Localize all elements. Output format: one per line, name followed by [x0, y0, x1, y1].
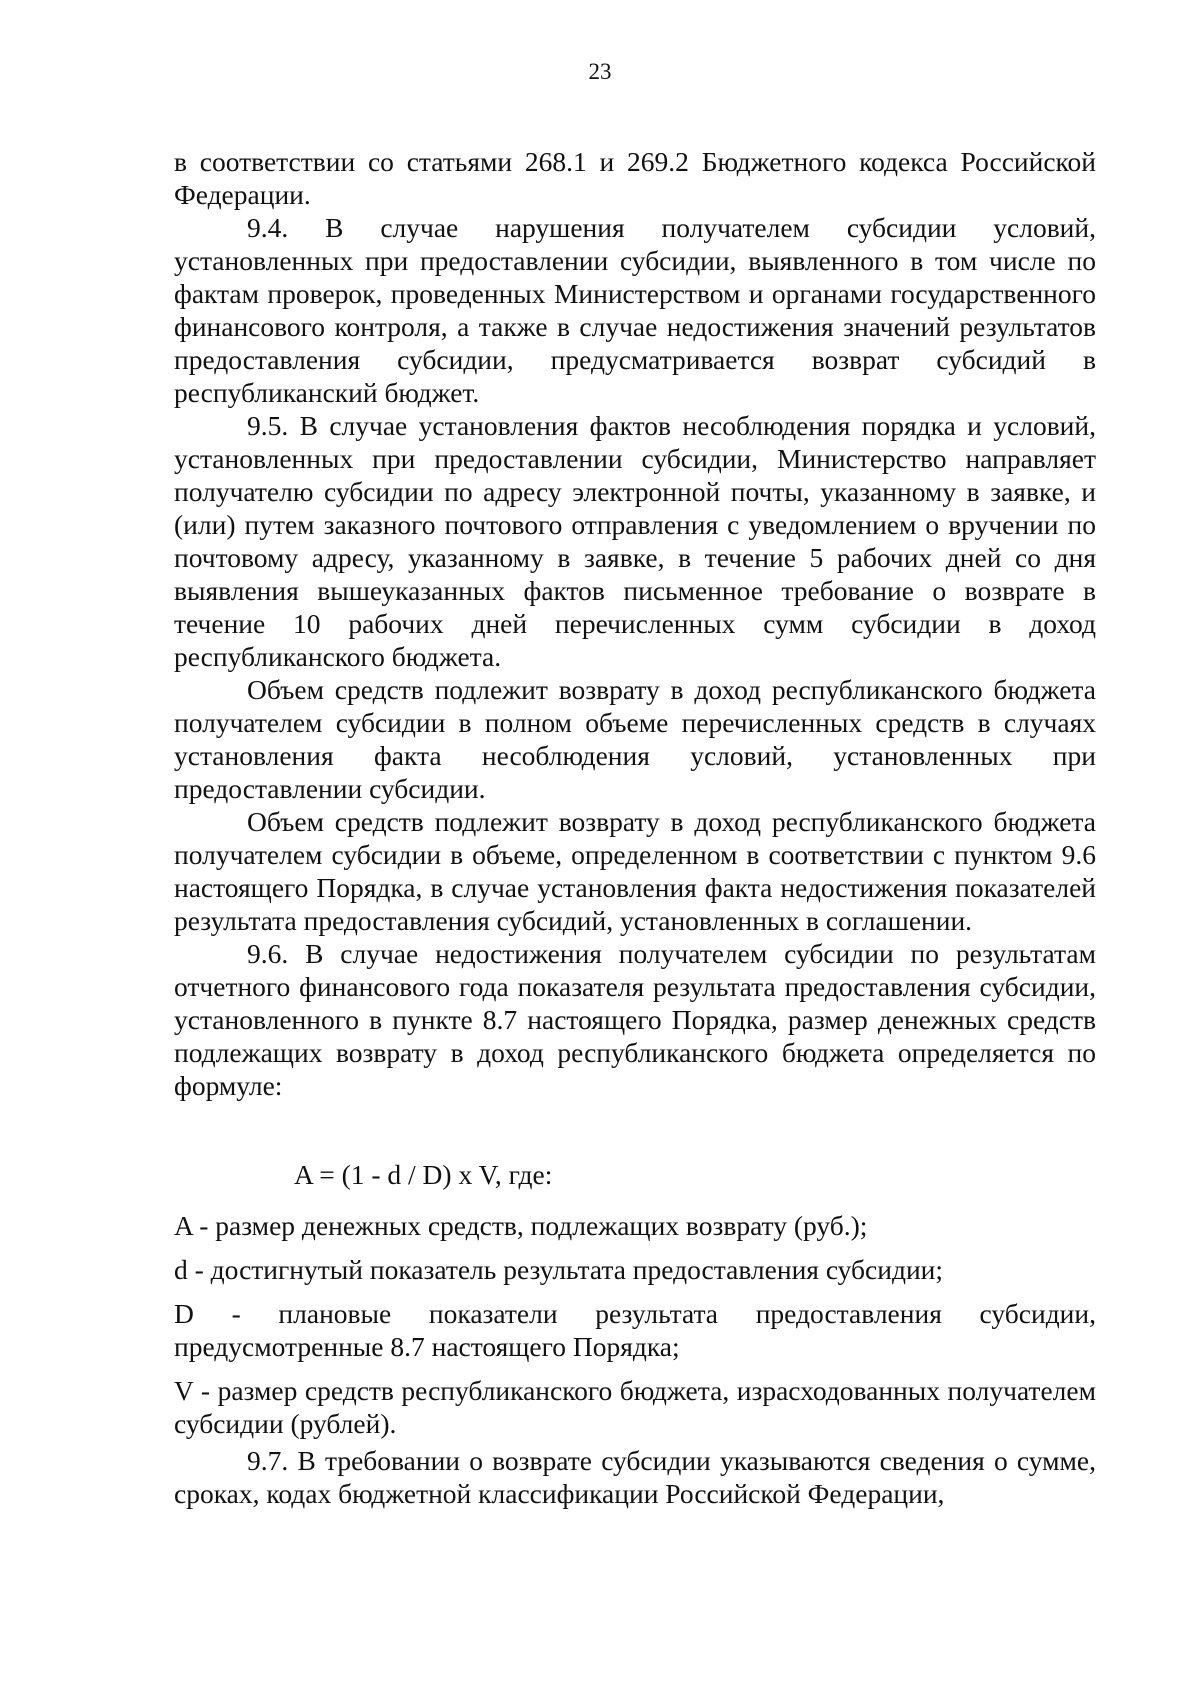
paragraph-9-4: 9.4. В случае нарушения получателем субсидии условий, установленных при предоставлении субсидии, выявленного в том числе по фактам проверок, проведенных Министерством и органами государственного финансового контроля, а также в случае недостижения значений результатов предоставления субсидии, предусматривается возврат субсидий в республиканский бюджет.: [174, 212, 1096, 408]
paragraph-partial-refund: Объем средств подлежит возврату в доход республиканского бюджета получателем субсидии в объеме, определенном в соответствии с пунктом 9.6 настоящего Порядка, в случае установления факта недостижения показателей результата предоставления субсидий, установленных в соглашении.: [174, 806, 1096, 936]
paragraph-9-6: 9.6. В случае недостижения получателем субсидии по результатам отчетного финансового года показателя результата предоставления субсидии, установленного в пункте 8.7 настоящего Порядка, размер денежных средств подлежащих возврату в доход республиканского бюджета определяется по формуле:: [174, 938, 1096, 1101]
refund-formula: A = (1 - d / D) x V, где:: [294, 1159, 553, 1190]
definition-a: A - размер денежных средств, подлежащих возврату (руб.);: [174, 1210, 868, 1241]
paragraph-9-5: 9.5. В случае установления фактов несоблюдения порядка и условий, установленных при предоставлении субсидии, Министерство направляет получателю субсидии по адресу электронной почты, указанному в заявке, и (или) путем заказного почтового отправления с уведомлением о вручении по почтовому адресу, указанному в заявке, в течение 5 рабочих дней со дня выявления вышеуказанных фактов письменное требование о возврате в течение 10 рабочих дней перечисленных сумм субсидии в доход республиканского бюджета.: [174, 410, 1096, 672]
page-number: 23: [588, 59, 612, 84]
paragraph-full-refund: Объем средств подлежит возврату в доход республиканского бюджета получателем субсидии в полном объеме перечисленных средств в случаях установления факта несоблюдения условий, установленных при предоставлении субсидии.: [174, 674, 1096, 804]
definition-v: V - размер средств республиканского бюджета, израсходованных получателем субсидии (рублей).: [174, 1375, 1096, 1439]
definition-d-lower: d - достигнутый показатель результата предоставления субсидии;: [174, 1254, 944, 1285]
paragraph-continuation: в соответствии со статьями 268.1 и 269.2 Бюджетного кодекса Российской Федерации.: [174, 146, 1096, 210]
paragraph-9-7: 9.7. В требовании о возврате субсидии указываются сведения о сумме, сроках, кодах бюджетной классификации Российской Федерации,: [174, 1445, 1096, 1509]
definition-d-upper: D - плановые показатели результата предоставления субсидии, предусмотренные 8.7 настоящего Порядка;: [174, 1298, 1096, 1362]
document-body: [174, 145, 1096, 1510]
